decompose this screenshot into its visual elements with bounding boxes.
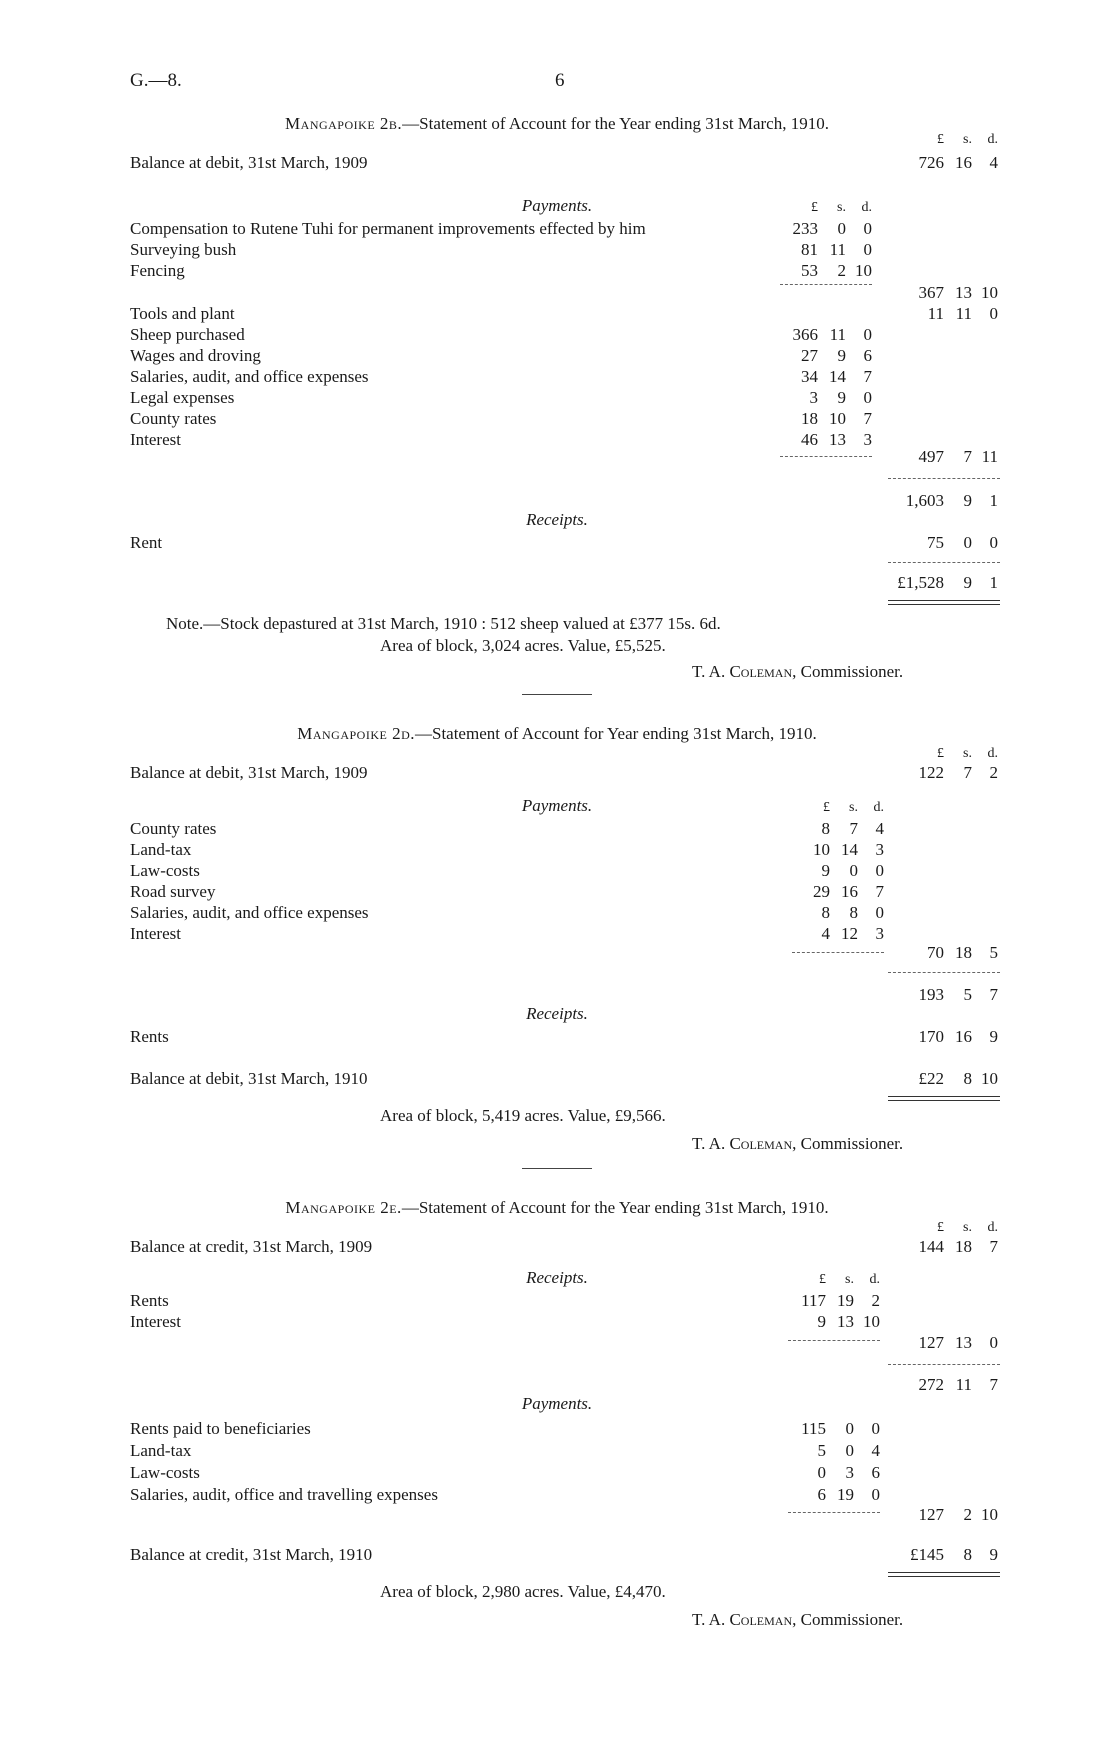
amount-shillings: 16 <box>841 882 858 901</box>
amount-shillings: 11 <box>955 304 972 323</box>
amount-pence: 0 <box>875 903 884 922</box>
section-2d-opening-row <box>130 762 1000 784</box>
pound-header: £ <box>937 132 944 147</box>
row-amount <box>890 446 1000 468</box>
row-amount <box>786 1484 886 1506</box>
amount-pounds: 34 <box>801 367 818 386</box>
row-label: Compensation to Rutene Tuhi for permanent improvements effected by him <box>130 219 646 238</box>
amount-pence: 10 <box>981 1069 998 1088</box>
row-amount <box>890 282 1000 304</box>
row-amount <box>790 818 890 840</box>
section-2d-payments-heading: Payments. <box>521 796 593 815</box>
amount-pounds: 1,603 <box>905 491 944 510</box>
pound-header: £ <box>937 1220 944 1235</box>
amount-pence: 0 <box>863 388 872 407</box>
table-row <box>130 218 1000 240</box>
pence-header: d. <box>869 1272 880 1287</box>
row-label: Interest <box>130 1312 181 1331</box>
row-label: Interest <box>130 924 181 943</box>
amount-pounds: 5 <box>817 1441 826 1460</box>
amount-pence: 10 <box>863 1312 880 1331</box>
amount-shillings: 18 <box>955 943 972 962</box>
table-row <box>130 408 1000 430</box>
amount-shillings: 0 <box>845 1419 854 1438</box>
row-amount <box>778 387 878 409</box>
amount-pounds: 115 <box>801 1419 826 1438</box>
amount-shillings: 12 <box>841 924 858 943</box>
row-amount <box>890 942 1000 964</box>
amount-shillings: 11 <box>829 240 846 259</box>
table-row <box>130 860 1000 882</box>
shilling-header: s. <box>963 132 972 147</box>
row-label: Law-costs <box>130 861 200 880</box>
amount-shillings: 11 <box>829 325 846 344</box>
row-amount <box>890 1504 1000 1526</box>
section-2e-heading: —Statement of Account for the Year ending 31st March, 1910. <box>401 1198 829 1217</box>
total-rule <box>888 972 1000 973</box>
table-row <box>130 902 1000 924</box>
table-row <box>130 366 1000 388</box>
amount-pounds: 4 <box>821 924 830 943</box>
amount-pence: 3 <box>875 924 884 943</box>
row-amount <box>790 881 890 903</box>
page-ref: G.—8. <box>130 70 182 91</box>
amount-shillings: 14 <box>829 367 846 386</box>
amount-pence: 0 <box>989 1333 998 1352</box>
amount-shillings: 11 <box>955 1375 972 1394</box>
amount-pounds: 170 <box>918 1027 944 1046</box>
amount-shillings: 7 <box>963 763 972 782</box>
row-label: Law-costs <box>130 1463 200 1482</box>
amount-shillings: 0 <box>963 533 972 552</box>
amount-pence: 1 <box>989 573 998 592</box>
row-amount <box>790 902 890 924</box>
amount-pounds: 29 <box>813 882 830 901</box>
table-row <box>130 839 1000 861</box>
section-2b-heading: —Statement of Account for the Year ending 31st March, 1910. <box>402 114 829 133</box>
table-row <box>130 1026 1000 1048</box>
row-amount <box>890 1026 1000 1048</box>
amount-pence: 4 <box>871 1441 880 1460</box>
row-label: Wages and droving <box>130 346 261 365</box>
amount-pounds: £145 <box>910 1545 944 1564</box>
section-2e-payments-heading: Payments. <box>521 1394 593 1413</box>
section-2e-signature <box>692 1610 903 1630</box>
double-rule-bottom <box>888 604 1000 605</box>
amount-pence: 0 <box>989 304 998 323</box>
table-row <box>130 881 1000 903</box>
amount-shillings: 18 <box>955 1237 972 1256</box>
section-2b-area-note: Area of block, 3,024 acres. Value, £5,525. <box>380 636 666 655</box>
amount-pounds: 18 <box>801 409 818 428</box>
amount-shillings: 8 <box>963 1545 972 1564</box>
amount-pounds: 127 <box>918 1505 944 1524</box>
row-label: Balance at credit, 31st March, 1909 <box>130 1237 373 1256</box>
row-label: Tools and plant <box>130 304 235 323</box>
amount-shillings: 9 <box>963 491 972 510</box>
double-rule-top <box>888 1572 1000 1573</box>
amount-pence: 3 <box>863 430 872 449</box>
amount-pence: 9 <box>989 1027 998 1046</box>
amount-shillings: 9 <box>837 346 846 365</box>
section-2e-name: Mangapoike 2e. <box>285 1198 402 1217</box>
row-label: Road survey <box>130 882 216 901</box>
amount-pence: 7 <box>989 1375 998 1394</box>
row-label: Rent <box>130 533 163 552</box>
row-label: County rates <box>130 819 217 838</box>
shilling-header: s. <box>845 1272 854 1287</box>
amount-pence: 4 <box>989 153 998 172</box>
amount-pounds: 3 <box>809 388 818 407</box>
amount-shillings: 0 <box>845 1441 854 1460</box>
amount-pounds: 122 <box>918 763 944 782</box>
section-2b-grand-total <box>130 490 1000 512</box>
row-amount <box>890 1544 1000 1566</box>
section-2b-stock-note: Note.—Stock depastured at 31st March, 1910 : 512 sheep valued at £377 15s. 6d. <box>166 614 721 633</box>
total-rule <box>888 1364 1000 1365</box>
section-2b-opening-row <box>130 152 1000 174</box>
row-label: Balance at debit, 31st March, 1910 <box>130 1069 368 1088</box>
table-row <box>130 1311 1000 1333</box>
row-amount <box>790 839 890 861</box>
section-2e-payments-total <box>130 1504 1000 1526</box>
table-row <box>130 239 1000 261</box>
amount-shillings: 13 <box>955 283 972 302</box>
row-label: Surveying bush <box>130 240 237 259</box>
amount-pounds: 497 <box>918 447 944 466</box>
amount-pence: 7 <box>863 367 872 386</box>
shilling-header: s. <box>963 746 972 761</box>
amount-pence: 0 <box>863 219 872 238</box>
section-2e-grand-total <box>130 1374 1000 1396</box>
row-amount <box>778 239 878 261</box>
amount-pounds: 46 <box>801 430 818 449</box>
amount-pence: 7 <box>989 985 998 1004</box>
amount-pence: 10 <box>981 283 998 302</box>
row-label: Rents <box>130 1027 169 1046</box>
signatory-title: , Commissioner. <box>792 662 904 681</box>
amount-shillings: 13 <box>837 1312 854 1331</box>
section-2b-name: Mangapoike 2b. <box>285 114 403 133</box>
amount-pounds: 6 <box>817 1485 826 1504</box>
section-2e-receipts-heading: Receipts. <box>526 1268 588 1287</box>
row-amount <box>778 366 878 388</box>
section-2b-group1-total <box>130 282 1000 304</box>
signatory-name: T. A. Coleman <box>692 662 793 681</box>
amount-pounds: £22 <box>918 1069 944 1088</box>
section-2b-payments-heading: Payments. <box>521 196 593 215</box>
section-2e-sub-currency-header <box>786 1272 886 1290</box>
amount-pence: 3 <box>875 840 884 859</box>
table-row <box>130 818 1000 840</box>
row-label: Legal expenses <box>130 388 235 407</box>
total-rule <box>888 478 1000 479</box>
amount-pounds: 117 <box>801 1291 826 1310</box>
section-2d-area-note: Area of block, 5,419 acres. Value, £9,566. <box>380 1106 666 1125</box>
amount-pence: 0 <box>989 533 998 552</box>
amount-shillings: 19 <box>837 1485 854 1504</box>
pence-header: d. <box>987 132 998 147</box>
amount-pounds: £1,528 <box>897 573 944 592</box>
amount-pounds: 9 <box>817 1312 826 1331</box>
amount-shillings: 0 <box>837 219 846 238</box>
row-amount <box>890 984 1000 1006</box>
table-row <box>130 532 1000 554</box>
shilling-header: s. <box>849 800 858 815</box>
table-row <box>130 1462 1000 1484</box>
section-2b-title <box>0 114 1114 134</box>
row-amount <box>890 572 1000 594</box>
row-label: Interest <box>130 430 181 449</box>
amount-pence: 6 <box>871 1463 880 1482</box>
row-amount <box>778 324 878 346</box>
section-2d-closing <box>130 1068 1000 1090</box>
row-label: Balance at debit, 31st March, 1909 <box>130 153 368 172</box>
row-label: Salaries, audit, and office expenses <box>130 367 369 386</box>
amount-pence: 0 <box>871 1419 880 1438</box>
amount-pounds: 75 <box>927 533 944 552</box>
row-amount <box>786 1290 886 1312</box>
table-row <box>130 260 1000 282</box>
section-2d-grand-total <box>130 984 1000 1006</box>
shilling-header: s. <box>963 1220 972 1235</box>
row-label: Balance at credit, 31st March, 1910 <box>130 1545 373 1564</box>
amount-shillings: 9 <box>837 388 846 407</box>
amount-pence: 11 <box>981 447 998 466</box>
table-row <box>130 1290 1000 1312</box>
signatory-name: T. A. Coleman <box>692 1610 793 1629</box>
section-2b-group2-total <box>130 446 1000 468</box>
section-2b-sub-currency-header <box>778 200 878 218</box>
amount-shillings: 13 <box>829 430 846 449</box>
row-amount <box>890 303 1000 325</box>
amount-pence: 9 <box>989 1545 998 1564</box>
amount-pence: 5 <box>989 943 998 962</box>
row-amount <box>890 490 1000 512</box>
pence-header: d. <box>987 746 998 761</box>
row-label: Land-tax <box>130 840 192 859</box>
row-amount <box>786 1440 886 1462</box>
amount-pounds: 726 <box>918 153 944 172</box>
shilling-header: s. <box>837 200 846 215</box>
amount-pounds: 8 <box>821 903 830 922</box>
amount-pence: 7 <box>875 882 884 901</box>
amount-shillings: 8 <box>963 1069 972 1088</box>
row-amount <box>890 1374 1000 1396</box>
row-amount <box>890 762 1000 784</box>
amount-pounds: 367 <box>918 283 944 302</box>
pound-header: £ <box>823 800 830 815</box>
row-amount <box>778 218 878 240</box>
row-amount <box>786 1418 886 1440</box>
amount-pounds: 11 <box>927 304 944 323</box>
row-label: Fencing <box>130 261 185 280</box>
amount-pounds: 81 <box>801 240 818 259</box>
amount-pence: 7 <box>989 1237 998 1256</box>
amount-pounds: 10 <box>813 840 830 859</box>
row-amount <box>890 1236 1000 1258</box>
double-rule-top <box>888 1096 1000 1097</box>
amount-pounds: 193 <box>918 985 944 1004</box>
table-row <box>130 1484 1000 1506</box>
table-row <box>130 303 1000 325</box>
amount-pounds: 127 <box>918 1333 944 1352</box>
section-2e-receipts-total <box>130 1332 1000 1354</box>
section-2e-closing <box>130 1544 1000 1566</box>
amount-pence: 0 <box>863 325 872 344</box>
amount-pounds: 70 <box>927 943 944 962</box>
section-2b-signature <box>692 662 903 682</box>
table-row <box>130 1418 1000 1440</box>
amount-pence: 0 <box>863 240 872 259</box>
row-label: Sheep purchased <box>130 325 245 344</box>
amount-pence: 0 <box>875 861 884 880</box>
signatory-title: , Commissioner. <box>792 1610 904 1629</box>
amount-pounds: 8 <box>821 819 830 838</box>
row-amount <box>790 860 890 882</box>
section-separator <box>522 694 592 695</box>
amount-shillings: 13 <box>955 1333 972 1352</box>
pound-header: £ <box>937 746 944 761</box>
row-amount <box>890 1332 1000 1354</box>
amount-pounds: 27 <box>801 346 818 365</box>
row-amount <box>778 408 878 430</box>
section-2d-name: Mangapoike 2d. <box>297 724 415 743</box>
section-2d-items-total <box>130 942 1000 964</box>
section-2d-sub-currency-header <box>790 800 890 818</box>
pound-header: £ <box>811 200 818 215</box>
double-rule-top <box>888 600 1000 601</box>
amount-shillings: 16 <box>955 153 972 172</box>
double-rule-bottom <box>888 1100 1000 1101</box>
section-2e-opening-row <box>130 1236 1000 1258</box>
amount-pounds: 233 <box>792 219 818 238</box>
amount-pounds: 144 <box>918 1237 944 1256</box>
signatory-name: T. A. Coleman <box>692 1134 793 1153</box>
row-amount <box>778 260 878 282</box>
table-row <box>130 345 1000 367</box>
row-label: County rates <box>130 409 217 428</box>
amount-shillings: 8 <box>849 903 858 922</box>
amount-shillings: 10 <box>829 409 846 428</box>
row-amount <box>778 345 878 367</box>
row-amount <box>890 152 1000 174</box>
amount-shillings: 2 <box>963 1505 972 1524</box>
amount-pounds: 9 <box>821 861 830 880</box>
row-amount <box>786 1311 886 1333</box>
row-label: Salaries, audit, office and travelling expenses <box>130 1485 438 1504</box>
section-2d-title <box>0 724 1114 744</box>
pound-header: £ <box>819 1272 826 1287</box>
amount-shillings: 5 <box>963 985 972 1004</box>
amount-shillings: 7 <box>849 819 858 838</box>
pence-header: d. <box>987 1220 998 1235</box>
pence-header: d. <box>873 800 884 815</box>
double-rule-bottom <box>888 1576 1000 1577</box>
section-2b-receipts-heading: Receipts. <box>526 510 588 529</box>
amount-pence: 2 <box>871 1291 880 1310</box>
amount-pence: 4 <box>875 819 884 838</box>
row-label: Rents paid to beneficiaries <box>130 1419 311 1438</box>
section-2b-closing <box>130 572 1000 594</box>
table-row <box>130 324 1000 346</box>
amount-pence: 10 <box>855 261 872 280</box>
row-amount <box>786 1462 886 1484</box>
amount-pence: 1 <box>989 491 998 510</box>
amount-shillings: 9 <box>963 573 972 592</box>
amount-pounds: 53 <box>801 261 818 280</box>
row-label: Rents <box>130 1291 169 1310</box>
section-2d-receipts-heading: Receipts. <box>526 1004 588 1023</box>
amount-shillings: 2 <box>837 261 846 280</box>
row-label: Salaries, audit, and office expenses <box>130 903 369 922</box>
amount-shillings: 19 <box>837 1291 854 1310</box>
amount-shillings: 7 <box>963 447 972 466</box>
section-2d-signature <box>692 1134 903 1154</box>
section-separator <box>522 1168 592 1169</box>
row-label: Balance at debit, 31st March, 1909 <box>130 763 368 782</box>
row-amount <box>890 1068 1000 1090</box>
amount-pounds: 272 <box>918 1375 944 1394</box>
amount-pence: 7 <box>863 409 872 428</box>
section-2b-currency-header <box>890 132 1000 150</box>
page-number: 6 <box>555 70 565 91</box>
amount-pence: 6 <box>863 346 872 365</box>
total-rule <box>888 562 1000 563</box>
amount-shillings: 3 <box>845 1463 854 1482</box>
table-row <box>130 387 1000 409</box>
amount-shillings: 0 <box>849 861 858 880</box>
amount-pence: 0 <box>871 1485 880 1504</box>
amount-shillings: 14 <box>841 840 858 859</box>
row-label: Land-tax <box>130 1441 192 1460</box>
amount-pounds: 0 <box>817 1463 826 1482</box>
section-2e-area-note: Area of block, 2,980 acres. Value, £4,470. <box>380 1582 666 1601</box>
row-amount <box>890 532 1000 554</box>
amount-pence: 2 <box>989 763 998 782</box>
amount-shillings: 16 <box>955 1027 972 1046</box>
amount-pence: 10 <box>981 1505 998 1524</box>
table-row <box>130 1440 1000 1462</box>
section-2d-heading: —Statement of Account for Year ending 31st March, 1910. <box>414 724 817 743</box>
signatory-title: , Commissioner. <box>792 1134 904 1153</box>
section-2e-title <box>0 1198 1114 1218</box>
amount-pounds: 366 <box>792 325 818 344</box>
pence-header: d. <box>861 200 872 215</box>
